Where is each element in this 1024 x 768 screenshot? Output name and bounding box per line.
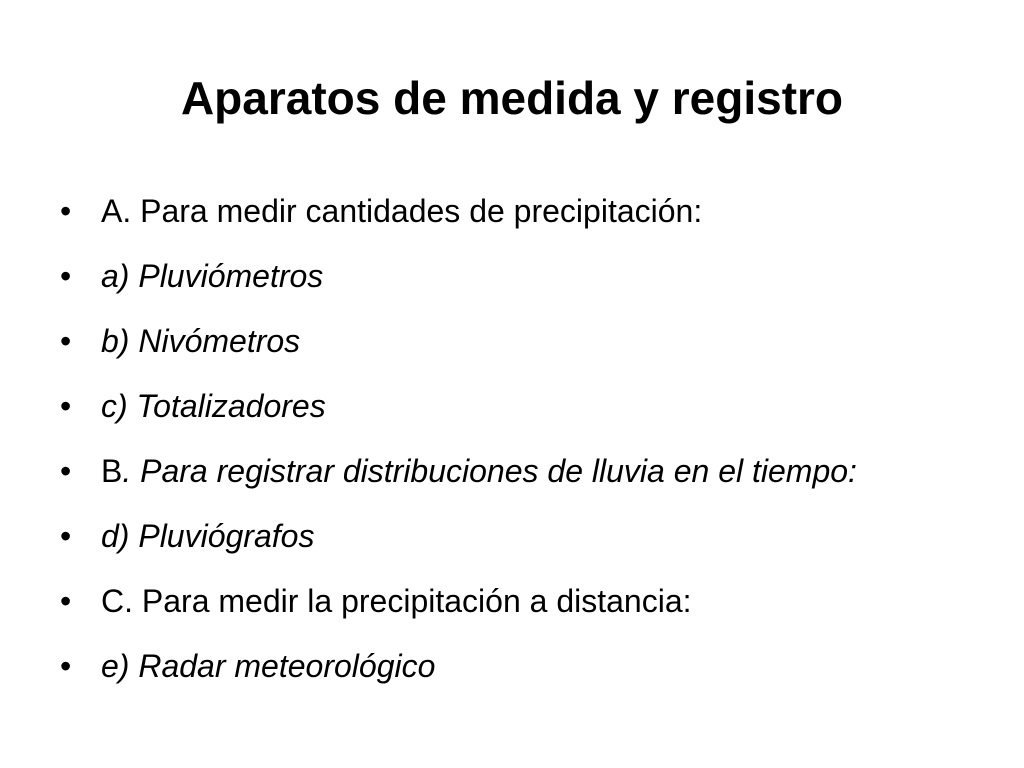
list-item — [58, 316, 958, 367]
item-text: B — [101, 453, 123, 489]
item-text: C. Para medir la precipitación a distancia: — [101, 583, 692, 619]
item-text-italic: e) Radar meteorológico — [101, 648, 436, 684]
bullet-icon: • — [60, 323, 72, 359]
list-item — [58, 186, 958, 237]
bullet-icon: • — [60, 518, 72, 554]
item-text: A. Para medir cantidades de precipitación: — [101, 193, 703, 229]
list-item — [58, 511, 958, 562]
list-item — [58, 446, 958, 497]
item-text-italic: b) Nivómetros — [101, 323, 301, 359]
list-item — [58, 576, 958, 627]
bullet-icon: • — [60, 388, 72, 424]
bullet-icon: • — [60, 648, 72, 684]
bullet-icon: • — [60, 453, 72, 489]
bullet-icon: • — [60, 258, 72, 294]
item-text-italic: c) Totalizadores — [101, 388, 326, 424]
slide-title: Aparatos de medida y registro — [180, 72, 844, 124]
bullet-icon: • — [60, 193, 72, 229]
list-item — [58, 251, 958, 302]
bullet-list — [58, 186, 958, 706]
item-text-italic: . Para registrar distribuciones de lluvia en el tiempo: — [122, 453, 857, 489]
item-text-italic: a) Pluviómetros — [101, 258, 324, 294]
list-item — [58, 641, 958, 692]
list-item — [58, 381, 958, 432]
item-text-italic: d) Pluviógrafos — [101, 518, 315, 554]
bullet-icon: • — [60, 583, 72, 619]
